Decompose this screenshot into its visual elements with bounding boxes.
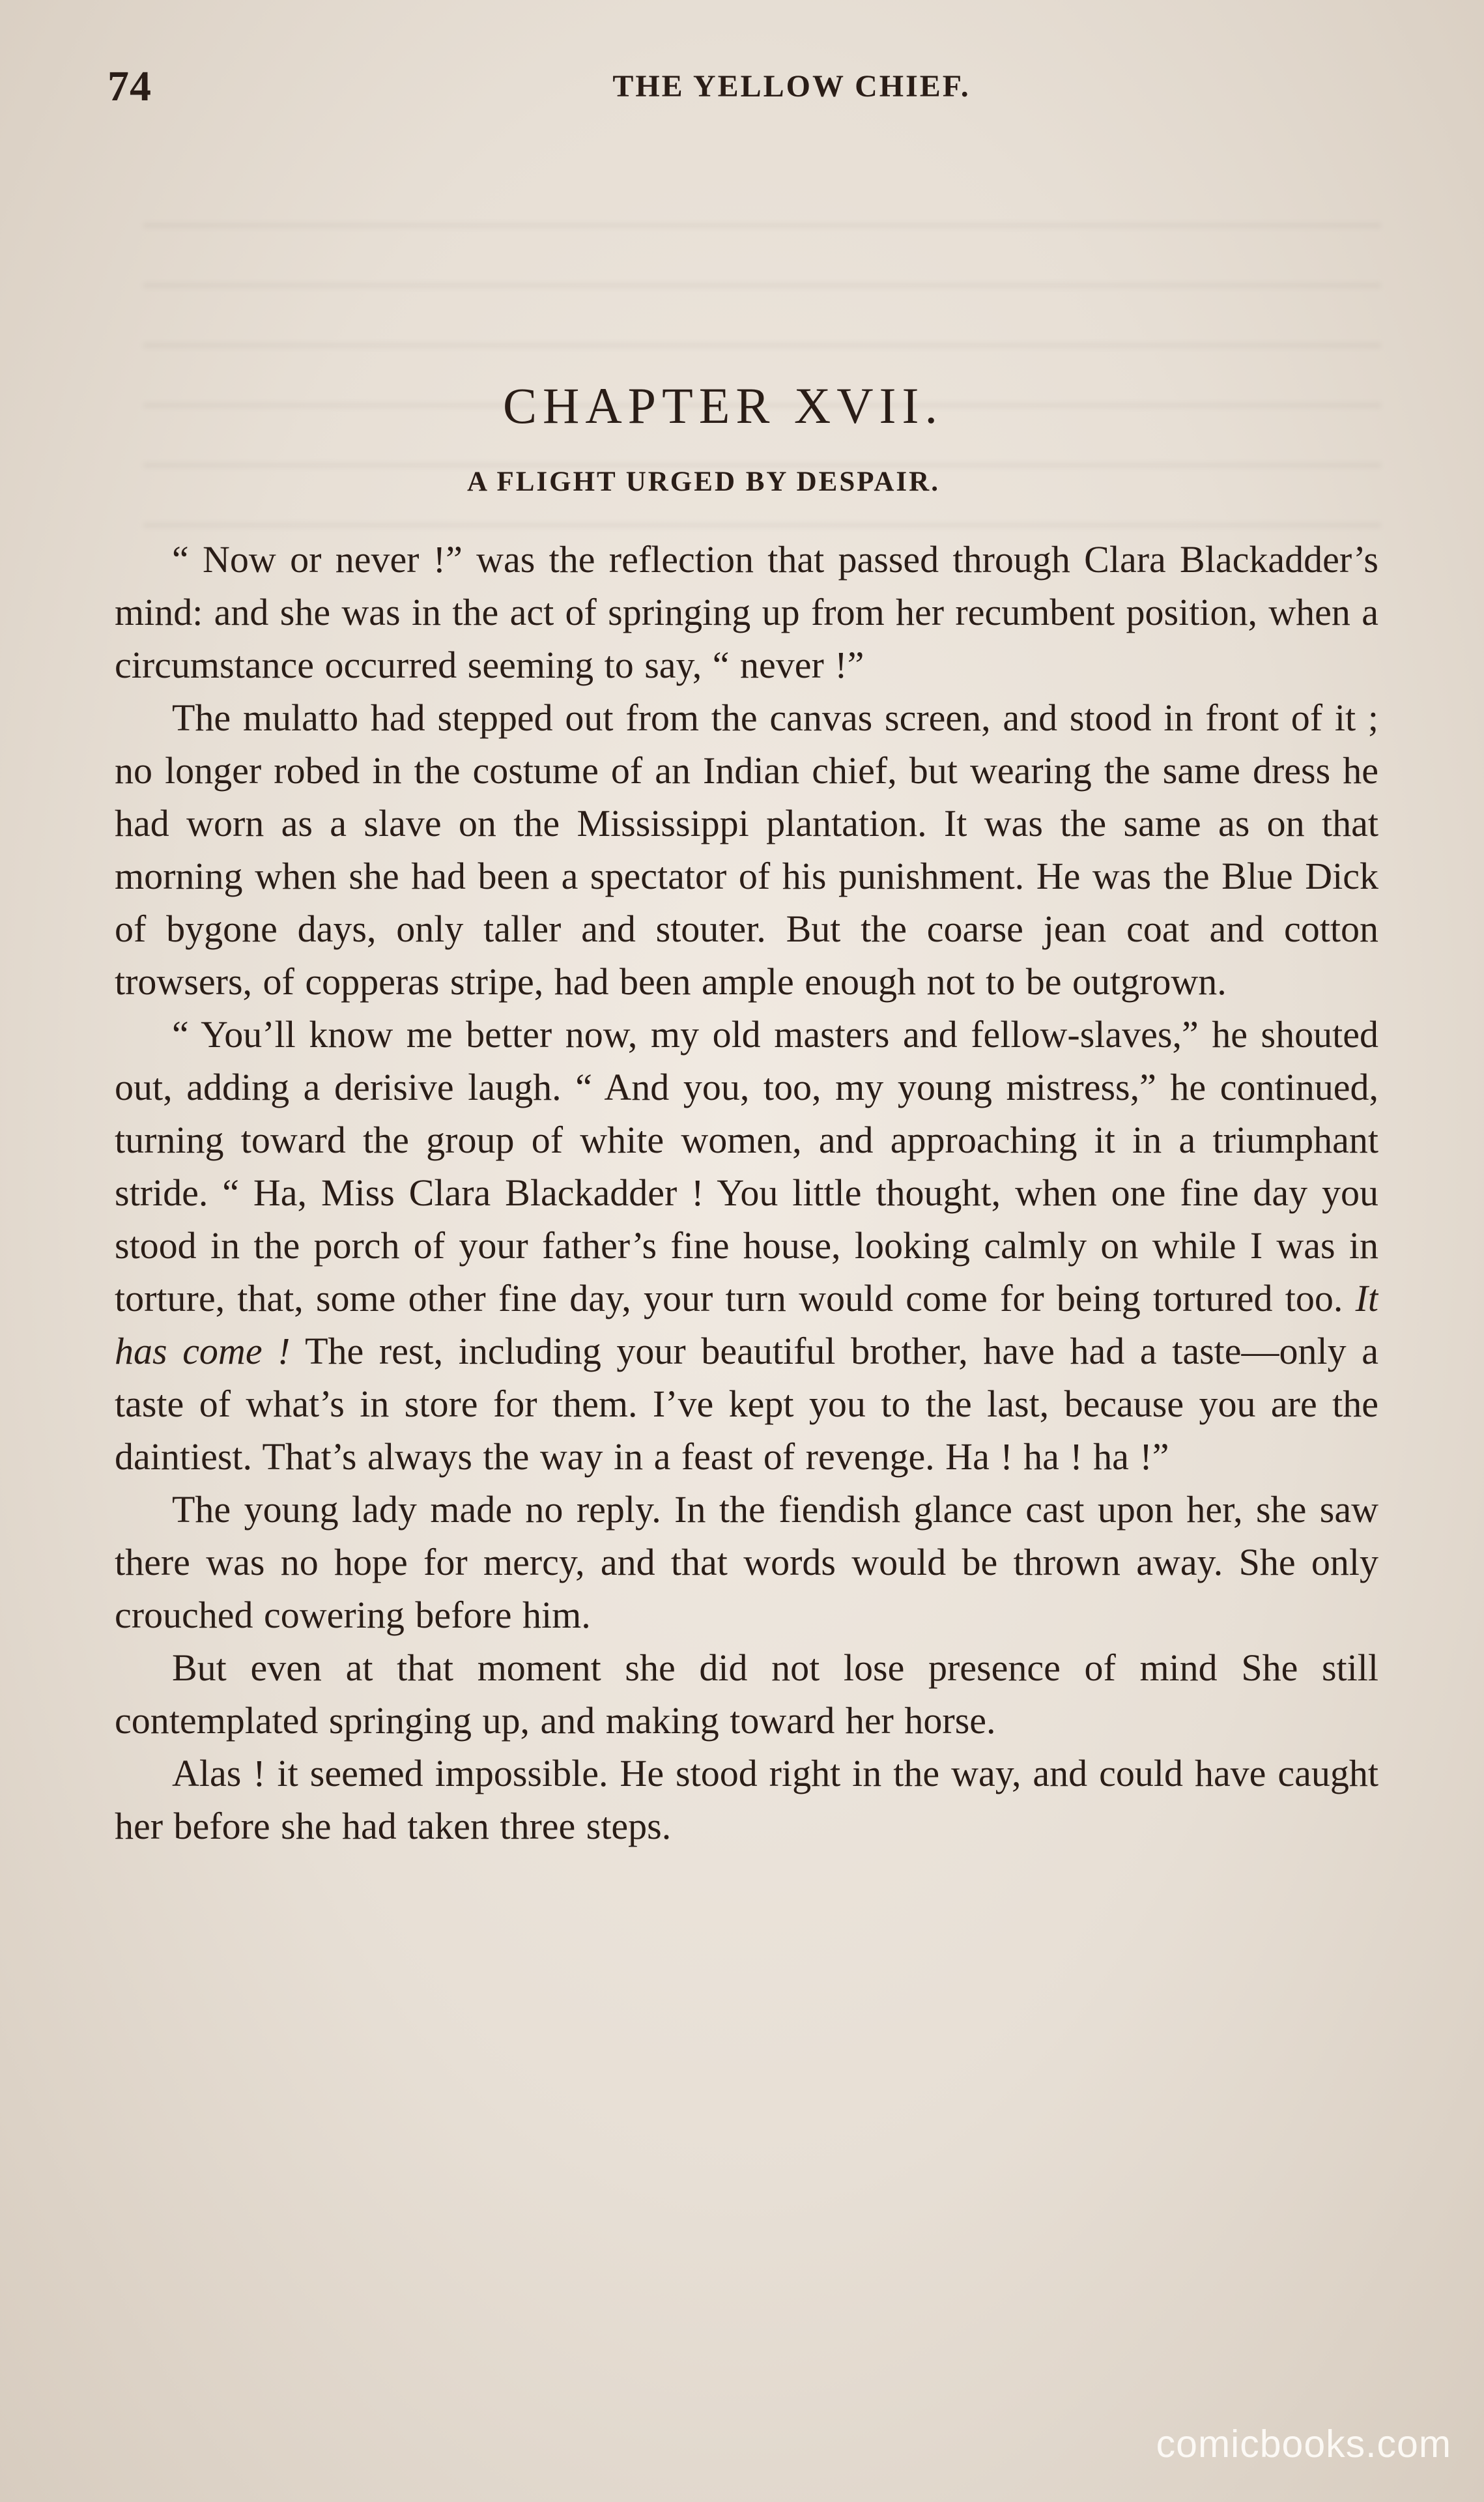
paragraph-4: The young lady made no reply. In the fiendish glance cast upon her, she saw there was no hope for mercy, and that words would be thrown away. She only crouched cowering before him. — [115, 1488, 1378, 1636]
watermark: comicbooks.com — [1156, 2423, 1451, 2466]
paragraph-3-part-a: “ You’ll know me better now, my old masters and fellow-slaves,” he shouted out, adding a derisive laugh. “ And you, too, my young mistress,” he continued, turning toward the group of white women, and approaching it in a triumphant stride. “ Ha, Miss Clara Blackadder ! You little thought, when one fine day you stood in the porch of your father’s fine house, looking calmly on while I was in torture, that, some other fine day, your turn would come for being tortured too. — [115, 1013, 1378, 1319]
running-head: THE YELLOW CHIEF. — [612, 69, 971, 104]
paragraph-3 — [115, 1008, 1378, 1483]
paragraph-3-part-b: The rest, including your beautiful brother, have had a taste—only a taste of what’s in store for them. I’ve kept you to the last, because you are the daintiest. That’s always the way in a feast of revenge. Ha ! ha ! ha !” — [115, 1330, 1378, 1478]
page-header — [107, 62, 1384, 121]
paragraph-5: But even at that moment she did not lose presence of mind She still contemplated springing up, and making toward her horse. — [115, 1646, 1378, 1742]
chapter-title: CHAPTER XVII. — [503, 377, 943, 434]
paragraph-2: The mulatto had stepped out from the canvas screen, and stood in front of it ; no longer robed in the costume of an Indian chief, but wearing the same dress he had worn as a slave on the Mississippi plantation. It was the same as on that morning when she had been a spectator of his punishment. He was the Blue Dick of bygone days, only taller and stouter. But the coarse jean coat and cotton trowsers, of copperas stripe, had been ample enough not to be outgrown. — [115, 697, 1378, 1003]
chapter-text — [115, 533, 1378, 2286]
page-number: 74 — [107, 63, 152, 110]
paragraph-6: Alas ! it seemed impossible. He stood right in the way, and could have caught her before she had taken three steps. — [115, 1752, 1378, 1847]
italic-phrase: It has come ! — [115, 1277, 1378, 1372]
chapter-subtitle: A FLIGHT URGED BY DESPAIR. — [467, 467, 940, 497]
paragraph-1: “ Now or never !” was the reflection that passed through Clara Blackadder’s mind: and she was in the act of springing up from her recumbent position, when a circumstance occurred seeming to say, “ never !” — [115, 538, 1378, 686]
